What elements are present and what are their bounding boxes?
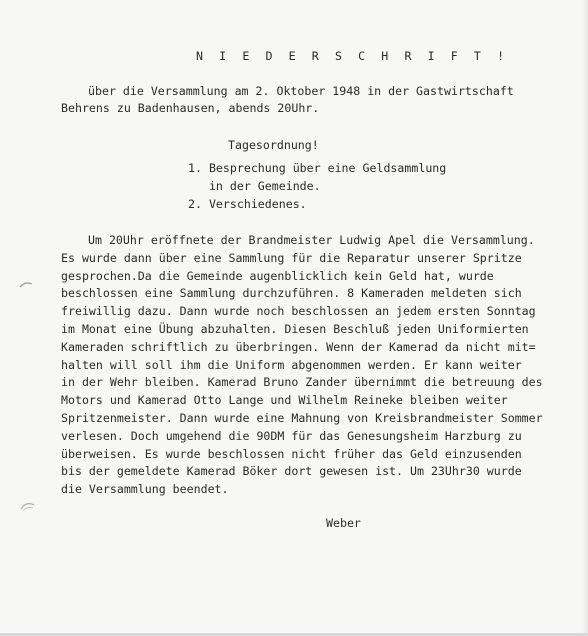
agenda-heading: Tagesordnung! — [228, 138, 319, 152]
agenda-item-1-cont: in der Gemeinde. — [188, 179, 321, 193]
body-line: gesprochen.Da die Gemeinde augenblicklich kein Geld hat, wurde — [61, 269, 494, 283]
body-line: überweisen. Es wurde beschlossen nicht früher das Geld einzusenden — [61, 447, 522, 461]
agenda-item-1: 1. Besprechung über eine Geldsammlung — [188, 161, 447, 175]
punch-hole-mark — [18, 278, 34, 294]
signature: Weber — [326, 516, 361, 530]
page-edge-shadow — [582, 0, 588, 636]
intro-line-2: Behrens zu Badenhausen, abends 20Uhr. — [61, 101, 320, 115]
body-line: beschlossen eine Sammlung durchzuführen. 8 Kameraden meldeten sich — [61, 286, 522, 300]
agenda-item-2: 2. Verschiedenes. — [188, 197, 307, 211]
body-line: bis der gemeldete Kamerad Böker dort gewesen ist. Um 23Uhr30 wurde — [61, 464, 522, 478]
body-line: in der Wehr bleiben. Kamerad Bruno Zander übernimmt die betreuung des — [61, 375, 543, 389]
body-line: freiwillig dazu. Dann wurde noch beschlossen an jedem ersten Sonntag — [61, 304, 536, 318]
document-title: N I E D E R S C H R I F T ! — [196, 49, 509, 63]
body-line: im Monat eine Übung abzuhalten. Diesen Beschluß jeden Uniformierten — [61, 322, 529, 336]
body-line: Motors und Kamerad Otto Lange und Wilhelm Reineke bleiben weiter — [61, 393, 508, 407]
body-line: Es wurde dann über eine Sammlung für die Reparatur unserer Spritze — [61, 251, 522, 265]
punch-hole-mark — [18, 498, 38, 516]
body-line: verlesen. Doch umgehend die 90DM für das Genesungsheim Harzburg zu — [61, 429, 522, 443]
body-line: die Versammlung beendet. — [61, 482, 229, 496]
intro-line-1: über die Versammlung am 2. Oktober 1948 in der Gastwirtschaft — [88, 84, 514, 98]
body-line: Spritzenmeister. Dann wurde eine Mahnung von Kreisbrandmeister Sommer — [61, 411, 543, 425]
body-line: Kameraden schriftlich zu überbringen. Wenn der Kamerad da nicht mit= — [61, 340, 536, 354]
body-line: Um 20Uhr eröffnete der Brandmeister Ludwig Apel die Versammlung. — [88, 233, 535, 247]
body-line: halten will soll ihm die Uniform abgenommen werden. Er kann weiter — [61, 358, 522, 372]
